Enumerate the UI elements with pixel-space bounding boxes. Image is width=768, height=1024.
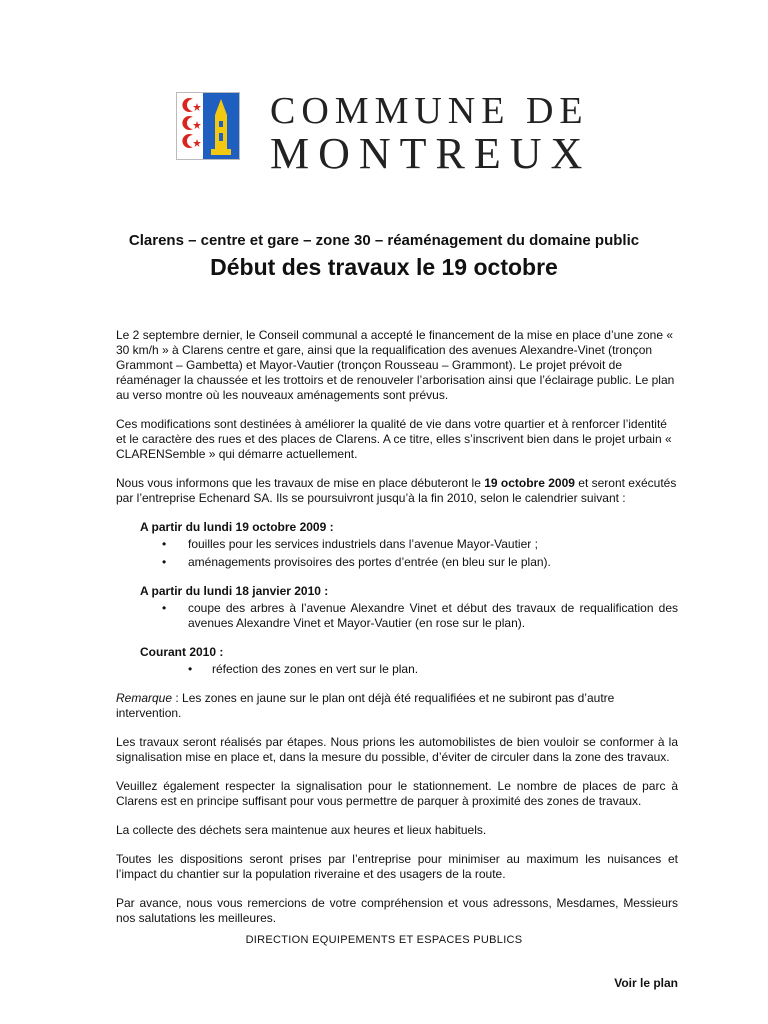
schedule-list-3: [116, 662, 678, 677]
paragraph-closing: Par avance, nous vous remercions de votre compréhension et vous adressons, Mesdames, Messieurs nos salutations les meilleures.: [116, 896, 678, 925]
commune-logo: [176, 92, 591, 176]
bullet-icon: •: [188, 662, 193, 676]
list-item-text: aménagements provisoires des portes d’entrée (en bleu sur le plan).: [188, 555, 551, 569]
document-title: Début des travaux le 19 octobre: [210, 254, 558, 280]
paragraph-measures: Toutes les dispositions seront prises par l’entreprise pour minimiser au maximum les nuisances et l’impact du chantier sur la population riveraine et des usagers de la route.: [116, 852, 678, 881]
schedule-heading-1: A partir du lundi 19 octobre 2009 :: [140, 520, 334, 534]
paragraph-start-date: [116, 476, 678, 506]
list-item-text: coupe des arbres à l’avenue Alexandre Vinet et début des travaux de requalification des avenues Alexandre Vinet et Mayor-Vautier (en rose sur le plan).: [188, 601, 678, 630]
paragraph-objectives: Ces modifications sont destinées à améliorer la qualité de vie dans votre quartier et à renforcer l’identité et le caractère des rues et des places de Clarens. A ce titre, elles s’inscrivent bien dans le projet urbain « CLARENSemble » qui démarre actuellement.: [116, 417, 672, 461]
remark-label: Remarque: [116, 691, 173, 705]
schedule-list-1: [116, 537, 678, 570]
bullet-icon: •: [162, 601, 167, 615]
remark-text: : Les zones en jaune sur le plan ont déjà été requalifiées et ne subiront pas d’autre intervention.: [116, 691, 615, 720]
list-item-text: réfection des zones en vert sur le plan.: [212, 662, 419, 676]
schedule-heading-3: Courant 2010 :: [140, 645, 224, 659]
start-date: 19 octobre 2009: [484, 476, 575, 490]
start-date-text-a: Nous vous informons que les travaux de mise en place débuteront le: [116, 476, 485, 490]
logo-line-1: COMMUNE DE: [270, 90, 589, 132]
start-date-text-b: et seront exécutés par l’entreprise Echenard SA. Ils se poursuivront jusqu’à la fin 2010, selon le calendrier suivant :: [116, 476, 677, 505]
list-item-text: fouilles pour les services industriels dans l’avenue Mayor-Vautier ;: [188, 537, 538, 551]
signature-direction: DIRECTION EQUIPEMENTS ET ESPACES PUBLICS: [245, 934, 523, 946]
schedule-list-2: [116, 601, 678, 631]
list-item: [116, 537, 678, 552]
document-body: [116, 328, 678, 940]
logo-line-2: MONTREUX: [270, 129, 592, 178]
paragraph-intro: Le 2 septembre dernier, le Conseil communal a accepté le financement de la mise en place d’une zone « 30 km/h » à Clarens centre et gare, ainsi que la requalification des avenues Alexandre-Vinet (tronçon Grammont – Gambetta) et Mayor-Vautier (tronçon Rousseau – Grammont). Le projet prévoit de réaménager la chaussée et les trottoirs et de renouveler l’arborisation ainsi que l’éclairage public. Le plan au verso montre où les nouveaux aménagements sont prévus.: [116, 328, 675, 402]
paragraph-parking: Veuillez également respecter la signalisation pour le stationnement. Le nombre de places de parc à Clarens est en principe suffisant pour vous permettre de parquer à proximité des zones de travaux.: [116, 779, 678, 808]
list-item: [116, 601, 678, 631]
paragraph-traffic: Les travaux seront réalisés par étapes. Nous prions les automobilistes de bien vouloir se conformer à la signalisation mise en place et, dans la mesure du possible, d’éviter de circuler dans la zone des travaux.: [116, 735, 678, 764]
paragraph-remark: [116, 691, 678, 721]
list-item: [116, 662, 678, 677]
paragraph-waste: La collecte des déchets sera maintenue aux heures et lieux habituels.: [116, 823, 487, 837]
commune-wordmark: [270, 92, 591, 176]
montreux-crest-icon: [176, 92, 240, 160]
bullet-icon: •: [162, 537, 167, 551]
schedule-heading-2: A partir du lundi 18 janvier 2010 :: [140, 584, 329, 598]
voir-le-plan-link[interactable]: Voir le plan: [614, 976, 678, 990]
list-item: [116, 555, 678, 570]
document-subtitle: Clarens – centre et gare – zone 30 – réaménagement du domaine public: [128, 232, 640, 249]
bullet-icon: •: [162, 555, 167, 569]
